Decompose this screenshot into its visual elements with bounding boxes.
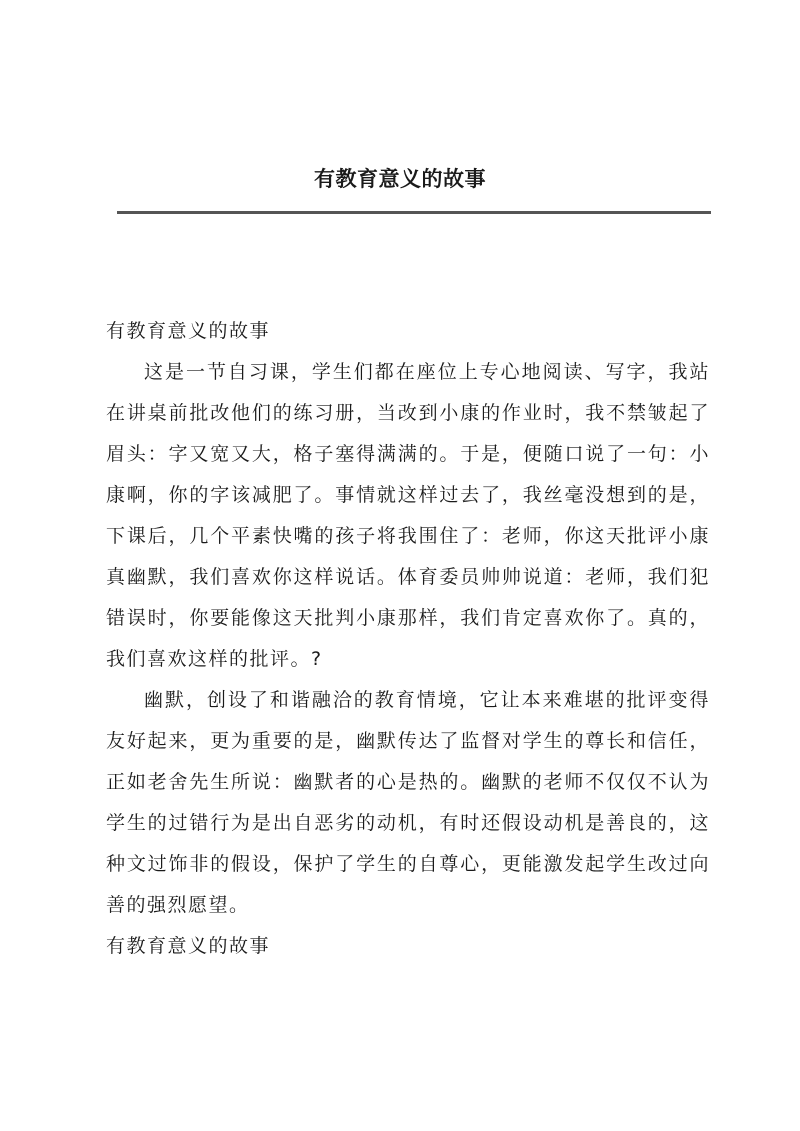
section-heading-bottom: 有教育意义的故事 xyxy=(106,935,271,957)
paragraph-2: 幽默，创设了和谐融洽的教育情境，它让本来难堪的批评变得友好起来，更为重要的是，幽默传达了监督对学生的尊长和信任，正如老舍先生所说：幽默者的心是热的。幽默的老师不仅仅不认为学生的过错行为是出自恶劣的动机，有时还假设动机是善良的，这种文过饰非的假设，保护了学生的自尊心，更能激发起学生改过向善的强烈愿望。 xyxy=(106,689,710,916)
document-body xyxy=(106,311,710,967)
section-heading-top: 有教育意义的故事 xyxy=(106,320,271,342)
title-divider xyxy=(117,211,711,214)
page-title: 有教育意义的故事 xyxy=(314,166,486,191)
paragraph-1: 这是一节自习课，学生们都在座位上专心地阅读、写字，我站在讲桌前批改他们的练习册，当改到小康的作业时，我不禁皱起了眉头：字又宽又大，格子塞得满满的。于是，便随口说了一句：小康啊，你的字该减肥了。事情就这样过去了，我丝毫没想到的是，下课后，几个平素快嘴的孩子将我围住了：老师，你这天批评小康真幽默，我们喜欢你这样说话。体育委员帅帅说道：老师，我们犯错误时，你要能像这天批判小康那样，我们肯定喜欢你了。真的，我们喜欢这样的批评。? xyxy=(106,361,710,670)
